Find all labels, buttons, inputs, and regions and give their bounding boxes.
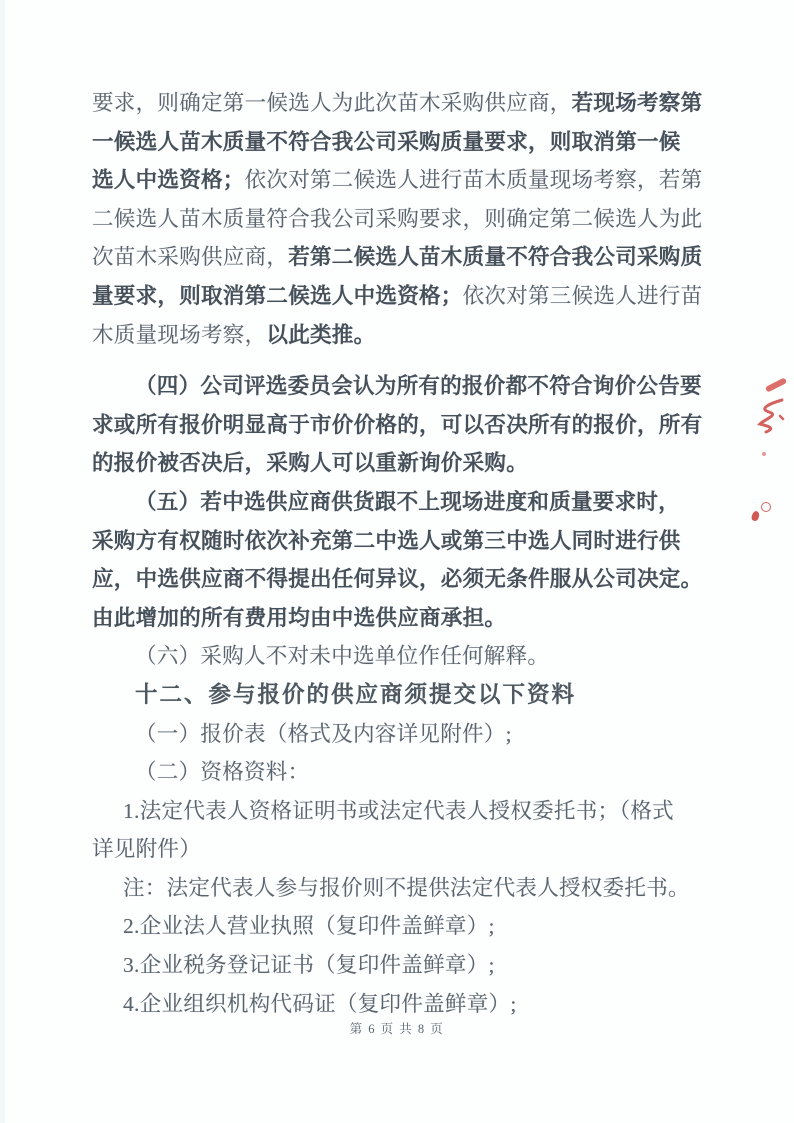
text-line bbox=[92, 560, 714, 599]
text-run: （一）报价表（格式及内容详见附件）; bbox=[135, 721, 512, 746]
text-run: 求或所有报价明显高于市价价格的，可以否决所有的报价，所有 bbox=[92, 412, 703, 437]
text-run: 由此增加的所有费用均由中选供应商承担。 bbox=[92, 605, 507, 630]
text-run: 依次对第二候选人进行苗木质量现场考察，若第 bbox=[244, 168, 703, 193]
text-run: 详见附件） bbox=[92, 837, 202, 862]
text-line bbox=[92, 907, 714, 946]
text-run: 注：法定代表人参与报价则不提供法定代表人授权委托书。 bbox=[123, 875, 690, 900]
text-line bbox=[92, 316, 714, 355]
text-run: 若第二候选人苗木质量不符合我公司采购质 bbox=[288, 245, 703, 270]
text-run: 选人中选资格； bbox=[92, 168, 245, 193]
text-line bbox=[92, 277, 714, 316]
section-heading bbox=[92, 676, 714, 715]
text-line bbox=[92, 200, 714, 239]
red-ink-dot bbox=[762, 452, 766, 456]
red-ink-circle bbox=[761, 502, 771, 512]
red-ink-scribble bbox=[753, 396, 787, 438]
text-run: 次苗木采购供应商， bbox=[92, 245, 289, 270]
text-line bbox=[92, 599, 714, 638]
text-line bbox=[92, 161, 714, 200]
text-run: 二候选人苗木质量符合我公司采购要求，则确定第二候选人为此 bbox=[92, 206, 703, 231]
text-line bbox=[92, 238, 714, 277]
text-run: 量要求，则取消第二候选人中选资格； bbox=[92, 283, 463, 308]
text-line bbox=[92, 946, 714, 985]
document-body bbox=[92, 84, 714, 1023]
text-line bbox=[92, 830, 714, 869]
text-line bbox=[92, 637, 714, 676]
red-ink-stroke bbox=[765, 377, 787, 392]
text-run: （二）资格资料： bbox=[135, 760, 310, 785]
text-run: 一候选人苗木质量不符合我公司采购质量要求，则取消第一候 bbox=[92, 129, 681, 154]
text-run: 以此类推。 bbox=[266, 322, 376, 347]
text-run: 十二、参与报价的供应商须提交以下资料 bbox=[135, 681, 577, 707]
text-line bbox=[92, 367, 714, 406]
text-run: 若现场考察第 bbox=[571, 91, 703, 115]
text-line bbox=[92, 406, 714, 445]
text-run: 4.企业组织机构代码证（复印件盖鲜章）; bbox=[123, 991, 517, 1016]
text-line bbox=[92, 483, 714, 522]
text-line bbox=[92, 792, 714, 831]
text-run: 采购方有权随时依次补充第二中选人或第三中选人同时进行供 bbox=[92, 528, 681, 553]
text-run: 2.企业法人营业执照（复印件盖鲜章）; bbox=[123, 914, 495, 939]
page-footer: 第 6 页 共 8 页 bbox=[349, 1022, 445, 1036]
text-line bbox=[92, 84, 714, 123]
text-line bbox=[92, 869, 714, 908]
text-run: （五）若中选供应商供货跟不上现场进度和质量要求时， bbox=[135, 489, 681, 514]
text-line bbox=[92, 522, 714, 561]
text-run: 1.法定代表人资格证明书或法定代表人授权委托书；（格式 bbox=[123, 798, 674, 823]
text-run: 依次对第三候选人进行苗 bbox=[462, 283, 703, 308]
text-line bbox=[92, 444, 714, 483]
scan-edge-shadow bbox=[0, 0, 5, 1123]
text-run: 要求，则确定第一候选人为此次苗木采购供应商， bbox=[92, 91, 572, 115]
text-run: 木质量现场考察， bbox=[92, 322, 267, 347]
text-line bbox=[92, 985, 714, 1024]
text-line bbox=[92, 753, 714, 792]
text-run: （四）公司评选委员会认为所有的报价都不符合询价公告要 bbox=[135, 374, 702, 399]
text-run: （六）采购人不对未中选单位作任何解释。 bbox=[135, 644, 550, 669]
text-run: 的报价被否决后，采购人可以重新询价采购。 bbox=[92, 451, 529, 476]
text-line bbox=[92, 123, 714, 162]
text-run: 应，中选供应商不得提出任何异议，必须无条件服从公司决定。 bbox=[92, 567, 703, 592]
text-run: 3.企业税务登记证书（复印件盖鲜章）; bbox=[123, 953, 495, 978]
red-ink-dot bbox=[751, 510, 761, 522]
text-line bbox=[92, 715, 714, 754]
